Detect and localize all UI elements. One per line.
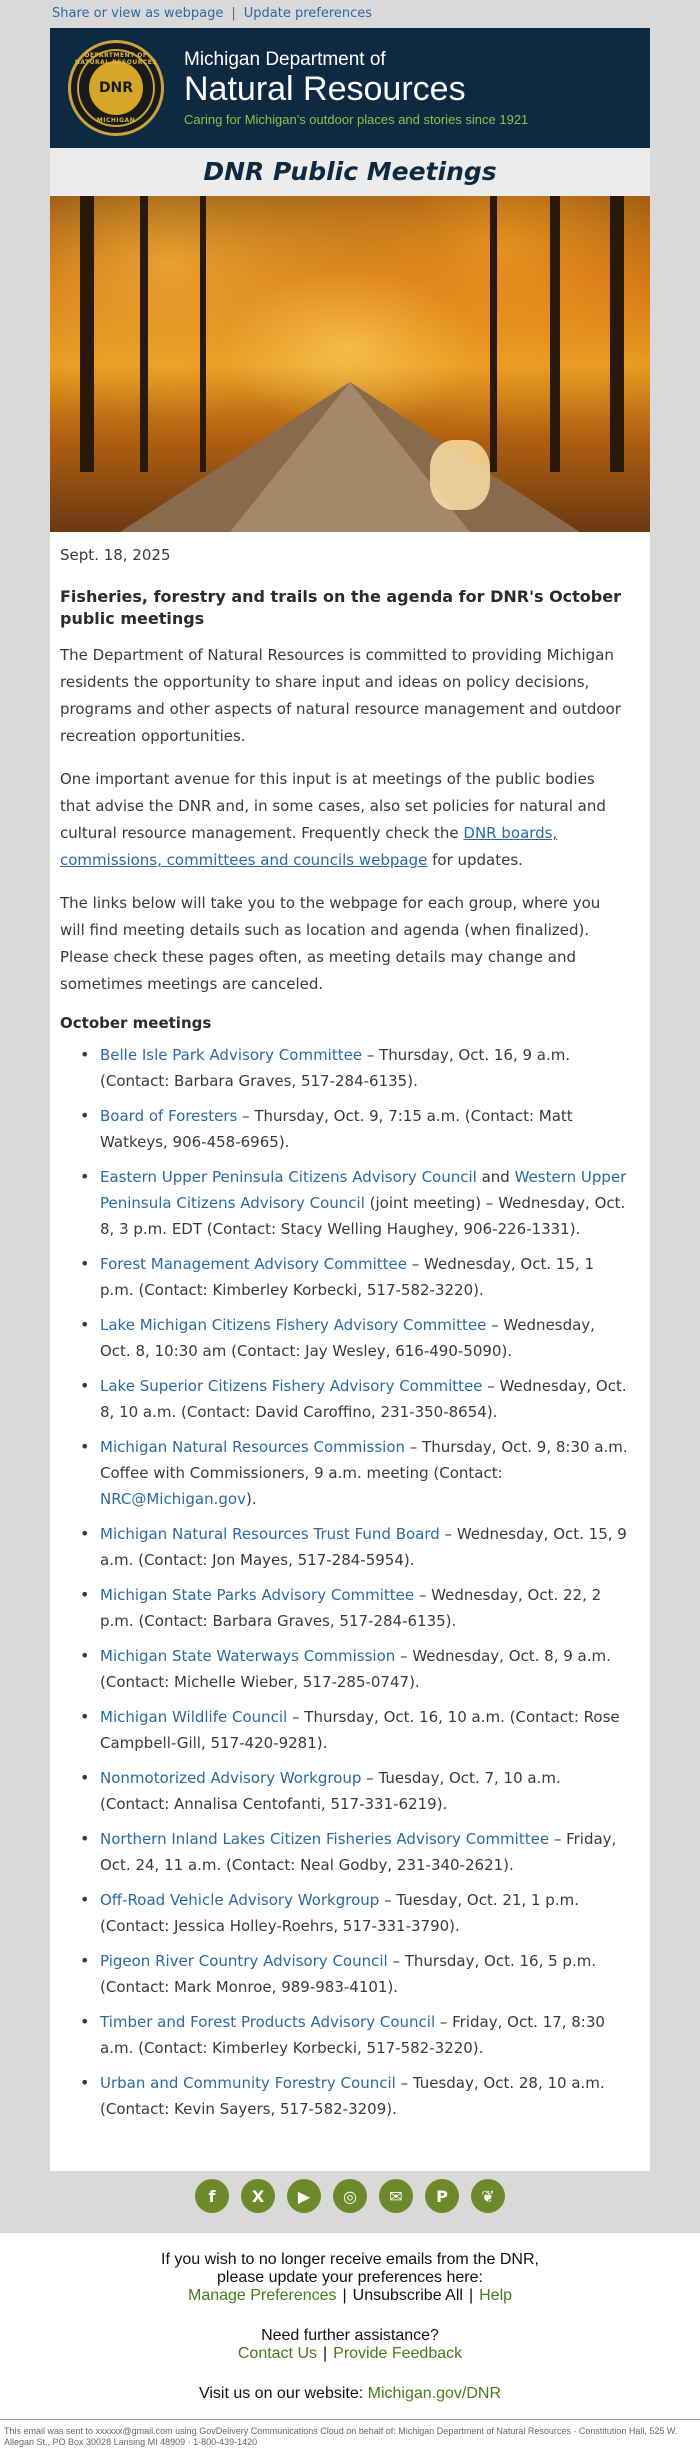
header-line2: Natural Resources [184, 69, 466, 108]
paragraph-text: for updates. [427, 851, 523, 869]
meeting-link[interactable]: Michigan State Parks Advisory Committee [100, 1586, 415, 1604]
list-item [90, 1103, 628, 1155]
list-text: – Tuesday, Oct. 21, 1 p.m. (Contact: Jessica Holley-Roehrs, 517-331-3790). [100, 1891, 579, 1935]
list-text: – Thursday, Oct. 9, 7:15 a.m. (Contact: Matt Watkeys, 906-458-6965). [100, 1107, 573, 1151]
footer [0, 2233, 700, 2458]
help-link[interactable]: Help [479, 2287, 513, 2304]
list-text: – Tuesday, Oct. 28, 10 a.m. (Contact: Kevin Sayers, 517-582-3209). [100, 2074, 605, 2118]
list-text: – Wednesday, Oct. 15, 1 p.m. (Contact: Kimberley Korbecki, 517-582-3220). [100, 1255, 595, 1299]
list-text: – Wednesday, Oct. 8, 10:30 am (Contact: Jay Wesley, 616-490-5090). [100, 1316, 595, 1360]
meeting-link[interactable]: Nonmotorized Advisory Workgroup [100, 1769, 362, 1787]
list-text: – Wednesday, Oct. 8, 9 a.m. (Contact: Michelle Wieber, 517-285-0747). [100, 1647, 611, 1691]
list-text: – Thursday, Oct. 9, 8:30 a.m. Coffee with Commissioners, 9 a.m. meeting (Contact: [100, 1438, 628, 1482]
meeting-link[interactable]: Timber and Forest Products Advisory Council [100, 2013, 436, 2031]
meeting-link[interactable]: Lake Superior Citizens Fishery Advisory Committee [100, 1377, 483, 1395]
social-icons [0, 2173, 700, 2219]
unsubscribe-text: If you wish to no longer receive emails from the DNR, [161, 2251, 539, 2268]
meeting-link[interactable]: Michigan Wildlife Council [100, 1708, 288, 1726]
pinterest-icon[interactable]: P [425, 2179, 459, 2213]
website-link[interactable]: Michigan.gov/DNR [367, 2385, 502, 2402]
article-date: Sept. 18, 2025 [60, 546, 171, 564]
list-text: – Tuesday, Oct. 7, 10 a.m. (Contact: Annalisa Centofanti, 517-331-6219). [100, 1769, 561, 1813]
unsubscribe-all-link[interactable]: Unsubscribe All [352, 2287, 463, 2304]
list-text: – Thursday, Oct. 16, 9 a.m. (Contact: Barbara Graves, 517-284-6135). [100, 1046, 571, 1090]
website-label: Visit us on our website: [198, 2385, 368, 2402]
list-item [90, 1521, 628, 1573]
meeting-link[interactable]: Pigeon River Country Advisory Council [100, 1952, 388, 1970]
unsubscribe-text: please update your preferences here: [217, 2269, 483, 2286]
boards-webpage-link[interactable]: DNR boards, commissions, committees and councils webpage [60, 824, 558, 869]
list-text: ). [245, 1490, 257, 1508]
meeting-link[interactable]: Lake Michigan Citizens Fishery Advisory Committee [100, 1316, 487, 1334]
meetings-heading: October meetings [60, 1014, 212, 1032]
list-text: – Wednesday, Oct. 22, 2 p.m. (Contact: Barbara Graves, 517-284-6135). [100, 1586, 602, 1630]
logo-bottom-text: MICHIGAN [96, 117, 136, 124]
paragraph-text: One important avenue for this input is at meetings of the public bodies that advise the DNR and, in some cases, also set policies for natural and cultural resource management. Frequently check the [60, 770, 606, 842]
email-icon[interactable]: ✉ [379, 2179, 413, 2213]
list-item [90, 1948, 628, 2000]
separator: | [342, 2287, 347, 2304]
separator: | [468, 2287, 474, 2304]
list-text: – Wednesday, Oct. 15, 9 a.m. (Contact: Jon Mayes, 517-284-5954). [100, 1525, 627, 1569]
list-item [90, 1643, 628, 1695]
list-text: and [476, 1168, 515, 1186]
meeting-link[interactable]: Forest Management Advisory Committee [100, 1255, 408, 1273]
list-item [90, 1434, 628, 1512]
dnr-logo [68, 40, 164, 136]
list-item [90, 1373, 628, 1425]
manage-preferences-link[interactable]: Manage Preferences [187, 2287, 337, 2304]
youtube-icon[interactable]: ▶ [287, 2179, 321, 2213]
tree-trunk [610, 196, 624, 472]
list-item [90, 2009, 628, 2061]
email-body [50, 28, 650, 2171]
x-icon[interactable]: X [241, 2179, 275, 2213]
list-text: – Thursday, Oct. 16, 10 a.m. (Contact: Rose Campbell-Gill, 517-420-9281). [100, 1708, 620, 1752]
list-text: – Friday, Oct. 17, 8:30 a.m. (Contact: Kimberley Korbecki, 517-582-3220). [100, 2013, 605, 2057]
tree-trunk [80, 196, 94, 472]
facebook-icon[interactable]: f [195, 2179, 229, 2213]
list-item [90, 1704, 628, 1756]
hero-image [50, 196, 650, 532]
preferences-links [0, 2287, 700, 2305]
list-text: – Thursday, Oct. 16, 5 p.m. (Contact: Mark Monroe, 989-983-4101). [100, 1952, 597, 1996]
list-text: – Friday, Oct. 24, 11 a.m. (Contact: Neal Godby, 231-340-2621). [100, 1830, 617, 1874]
meeting-link[interactable]: Off-Road Vehicle Advisory Workgroup [100, 1891, 380, 1909]
meeting-link[interactable]: Michigan Natural Resources Commission [100, 1438, 406, 1456]
website-line [0, 2385, 700, 2403]
list-item [90, 1826, 628, 1878]
meetings-list [60, 1042, 628, 2122]
meeting-link[interactable]: Eastern Upper Peninsula Citizens Advisory Council [100, 1168, 477, 1186]
header [50, 28, 650, 148]
email-link[interactable]: NRC@Michigan.gov [100, 1490, 246, 1508]
list-text: (joint meeting) – Wednesday, Oct. 8, 3 p.m. EDT (Contact: Stacy Welling Haughey, 906-226-1331). [100, 1194, 626, 1238]
meeting-link[interactable]: Michigan State Waterways Commission [100, 1647, 396, 1665]
bird-icon[interactable]: ❦ [471, 2179, 505, 2213]
spacer [0, 2363, 700, 2385]
page-title: DNR Public Meetings [50, 148, 650, 196]
header-tagline: Caring for Michigan's outdoor places and stories since 1921 [184, 112, 529, 128]
article-paragraph: The links below will take you to the webpage for each group, where you will find meeting details such as location and agenda (when finalized). Please check these pages often, as meeting details may change and sometimes meetings are canceled. [60, 894, 601, 993]
instagram-icon[interactable]: ◎ [333, 2179, 367, 2213]
list-item [90, 2070, 628, 2122]
update-preferences-link[interactable]: Update preferences [243, 6, 373, 21]
meeting-link[interactable]: Urban and Community Forestry Council [100, 2074, 396, 2092]
assistance-links [0, 2345, 700, 2363]
meeting-link[interactable]: Michigan Natural Resources Trust Fund Board [100, 1525, 440, 1543]
header-line1: Michigan Department of [184, 48, 386, 70]
assistance-text: Need further assistance? [261, 2327, 439, 2344]
view-webpage-link[interactable]: Share or view as webpage [52, 6, 224, 21]
list-item [90, 1042, 628, 1094]
article-paragraph [60, 766, 628, 874]
meeting-link[interactable]: Western Upper Peninsula Citizens Advisory Council [100, 1168, 627, 1212]
meeting-link[interactable]: Board of Foresters [100, 1107, 238, 1125]
contact-us-link[interactable]: Contact Us [237, 2345, 317, 2362]
top-bar [0, 0, 700, 28]
separator: | [231, 6, 236, 21]
spacer [0, 2305, 700, 2327]
article [50, 532, 650, 2171]
meeting-link[interactable]: Northern Inland Lakes Citizen Fisheries Advisory Committee [100, 1830, 550, 1848]
separator: | [323, 2345, 328, 2362]
article-paragraph: The Department of Natural Resources is committed to providing Michigan residents the opportunity to share input and ideas on policy decisions, programs and other aspects of natural resource management and outdoor recreation opportunities. [60, 646, 621, 745]
list-item [90, 1312, 628, 1364]
list-item [90, 1887, 628, 1939]
list-item [90, 1164, 628, 1242]
list-item [90, 1765, 628, 1817]
list-text: – Wednesday, Oct. 8, 10 a.m. (Contact: David Caroffino, 231-350-8654). [100, 1377, 627, 1421]
list-item [90, 1251, 628, 1303]
logo-top-text: DEPARTMENT OF NATURAL RESOURCES [74, 52, 158, 66]
provide-feedback-link[interactable]: Provide Feedback [333, 2345, 463, 2362]
article-title: Fisheries, forestry and trails on the agenda for DNR's October public meetings [60, 587, 621, 628]
disclaimer: This email was sent to xxxxxx@gmail.com using GovDelivery Communications Cloud on behalf of: Michigan Department of Natural Resources · Constitution Hall, 525 W. Allegan St., PO Box 30028 Lansing MI 48909 · 1-800-439-1420 [0, 2419, 700, 2458]
meeting-link[interactable]: Belle Isle Park Advisory Committee [100, 1046, 363, 1064]
logo-center: DNR [89, 61, 143, 115]
hero-puddle [430, 440, 490, 510]
header-text [184, 49, 528, 127]
list-item [90, 1582, 628, 1634]
